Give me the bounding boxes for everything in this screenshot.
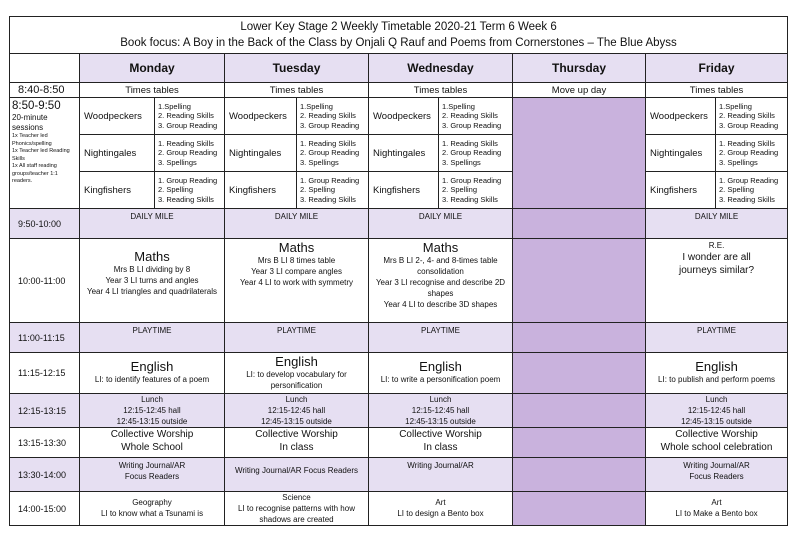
title-row — [10, 17, 788, 54]
lesson-detail: Year 4 LI triangles and quadrilaterals — [86, 287, 217, 296]
row-afternoon — [10, 492, 788, 526]
day-friday: Friday — [646, 54, 788, 83]
group-woodpeckers: Woodpeckers — [369, 98, 439, 135]
tue-lunch: Lunch 12:15-12:45 hall 12:45-13:15 outside — [225, 394, 369, 428]
tue-maths — [225, 239, 369, 323]
lesson-title: Maths — [134, 249, 170, 264]
day-thursday: Thursday — [513, 54, 646, 83]
day-header-row — [10, 54, 788, 83]
lesson-detail: LI: to write a personification poem — [380, 375, 501, 384]
group-kingfishers: Kingfishers — [369, 172, 439, 209]
row-writing-journal — [10, 458, 788, 492]
reading-session-label — [10, 98, 80, 209]
mon-english — [80, 353, 225, 394]
fri-playtime: PLAYTIME — [646, 323, 788, 353]
thursday-block — [513, 394, 646, 428]
lesson-detail: LI: to publish and perform poems — [658, 375, 775, 384]
session-note: 1x All staff reading groups/teacher 1:1 readers. — [12, 163, 58, 184]
lesson-detail: LI: to develop vocabulary for personification — [246, 370, 347, 390]
row-playtime — [10, 323, 788, 353]
thursday-block — [513, 209, 646, 239]
mon-geography: Geography LI to know what a Tsunami is — [80, 492, 225, 526]
thursday-block — [513, 98, 646, 209]
lesson-detail: Year 3 LI compare angles — [251, 267, 342, 276]
group-nightingales: Nightingales — [646, 135, 716, 172]
tue-times-tables: Times tables — [225, 83, 369, 98]
wed-art: Art LI to design a Bento box — [369, 492, 513, 526]
fri-art: Art LI to Make a Bento box — [646, 492, 788, 526]
tue-worship: Collective Worship In class — [225, 428, 369, 458]
woodpeckers-steps: 1.Spelling 2. Reading Skills 3. Group Reading — [155, 98, 225, 135]
lesson-detail: Year 4 LI to work with symmetry — [239, 278, 354, 287]
tue-science: Science LI to recognise patterns with how shadows are created — [225, 492, 369, 526]
thursday-block — [513, 323, 646, 353]
mon-journal: Writing Journal/AR Focus Readers — [80, 458, 225, 492]
fri-daily-mile: DAILY MILE — [646, 209, 788, 239]
kingfishers-steps: 1. Group Reading 2. Spelling 3. Reading Skills — [297, 172, 369, 209]
mon-maths — [80, 239, 225, 323]
time-label: 8:40-8:50 — [10, 83, 80, 98]
lesson-title: R.E. — [708, 241, 725, 250]
tue-journal: Writing Journal/AR Focus Readers — [225, 458, 369, 492]
lesson-title: English — [419, 359, 462, 374]
row-times-tables — [10, 83, 788, 98]
time-label: 13:15-13:30 — [10, 428, 80, 458]
group-woodpeckers: Woodpeckers — [80, 98, 155, 135]
fri-english — [646, 353, 788, 394]
thursday-block — [513, 428, 646, 458]
lesson-detail: LI: to identify features of a poem — [94, 375, 210, 384]
group-nightingales: Nightingales — [80, 135, 155, 172]
row-daily-mile — [10, 209, 788, 239]
time-label: 11:00-11:15 — [10, 323, 80, 353]
lesson-detail: Year 3 LI recognise and describe 2D shapes — [375, 278, 506, 298]
time-label: 13:30-14:00 — [10, 458, 80, 492]
fri-journal: Writing Journal/AR Focus Readers — [646, 458, 788, 492]
wed-maths — [369, 239, 513, 323]
kingfishers-steps: 1. Group Reading 2. Spelling 3. Reading Skills — [716, 172, 788, 209]
day-wednesday: Wednesday — [369, 54, 513, 83]
group-nightingales: Nightingales — [369, 135, 439, 172]
group-kingfishers: Kingfishers — [225, 172, 297, 209]
nightingales-steps: 1. Reading Skills 2. Group Reading 3. Spellings — [297, 135, 369, 172]
time-label: 8:50-9:50 — [12, 100, 61, 112]
lesson-detail: Year 3 LI turns and angles — [105, 276, 199, 285]
woodpeckers-steps: 1.Spelling 2. Reading Skills 3. Group Reading — [716, 98, 788, 135]
group-woodpeckers: Woodpeckers — [646, 98, 716, 135]
tue-english — [225, 353, 369, 394]
timetable — [9, 16, 787, 526]
thursday-block — [513, 239, 646, 323]
woodpeckers-steps: 1.Spelling 2. Reading Skills 3. Group Reading — [439, 98, 513, 135]
group-nightingales: Nightingales — [225, 135, 297, 172]
timetable-table — [9, 16, 788, 526]
thursday-block — [513, 492, 646, 526]
row-kingfishers — [10, 172, 788, 209]
nightingales-steps: 1. Reading Skills 2. Group Reading 3. Spellings — [716, 135, 788, 172]
time-label: 9:50-10:00 — [10, 209, 80, 239]
session-note: 1x Teacher led Reading Skills — [12, 148, 70, 162]
wed-lunch: Lunch 12:15-12:45 hall 12:45-13:15 outside — [369, 394, 513, 428]
day-monday: Monday — [80, 54, 225, 83]
wed-worship: Collective Worship In class — [369, 428, 513, 458]
lesson-detail: I wonder are all journeys similar? — [679, 252, 755, 276]
time-label: 12:15-13:15 — [10, 394, 80, 428]
lesson-title: English — [130, 359, 174, 374]
fri-re — [646, 239, 788, 323]
book-focus: Book focus: A Boy in the Back of the Class by Onjali Q Rauf and Poems from Cornerstones – The Blue Abyss — [120, 37, 677, 49]
fri-times-tables: Times tables — [646, 83, 788, 98]
fri-lunch: Lunch 12:15-12:45 hall 12:45-13:15 outside — [646, 394, 788, 428]
corner-cell — [10, 54, 80, 83]
thursday-block — [513, 458, 646, 492]
nightingales-steps: 1. Reading Skills 2. Group Reading 3. Spellings — [155, 135, 225, 172]
kingfishers-steps: 1. Group Reading 2. Spelling 3. Reading Skills — [155, 172, 225, 209]
wed-playtime: PLAYTIME — [369, 323, 513, 353]
row-worship — [10, 428, 788, 458]
day-tuesday: Tuesday — [225, 54, 369, 83]
group-woodpeckers: Woodpeckers — [225, 98, 297, 135]
timetable-title: Lower Key Stage 2 Weekly Timetable 2020-21 Term 6 Week 6 — [240, 21, 557, 33]
row-maths — [10, 239, 788, 323]
nightingales-steps: 1. Reading Skills 2. Group Reading 3. Spellings — [439, 135, 513, 172]
tue-daily-mile: DAILY MILE — [225, 209, 369, 239]
lesson-detail: Mrs B LI 2-, 4- and 8-times table consolidation — [383, 256, 498, 276]
group-kingfishers: Kingfishers — [646, 172, 716, 209]
wed-journal: Writing Journal/AR — [369, 458, 513, 492]
session-length: 20-minute sessions — [12, 113, 48, 132]
kingfishers-steps: 1. Group Reading 2. Spelling 3. Reading Skills — [439, 172, 513, 209]
fri-worship: Collective Worship Whole school celebration — [646, 428, 788, 458]
mon-times-tables: Times tables — [80, 83, 225, 98]
woodpeckers-steps: 1.Spelling 2. Reading Skills 3. Group Reading — [297, 98, 369, 135]
wed-times-tables: Times tables — [369, 83, 513, 98]
mon-lunch: Lunch 12:15-12:45 hall 12:45-13:15 outside — [80, 394, 225, 428]
row-nightingales — [10, 135, 788, 172]
lesson-detail: Mrs B LI 8 times table — [257, 256, 336, 265]
lesson-detail: Year 4 LI to describe 3D shapes — [383, 300, 498, 309]
thu-move-up-day: Move up day — [513, 83, 646, 98]
time-label: 10:00-11:00 — [10, 239, 80, 323]
mon-playtime: PLAYTIME — [80, 323, 225, 353]
row-english — [10, 353, 788, 394]
lesson-title: English — [275, 354, 318, 369]
time-label: 11:15-12:15 — [10, 353, 80, 394]
session-note: 1x Teacher led Phonics/spelling — [12, 133, 52, 147]
row-woodpeckers — [10, 98, 788, 135]
lesson-detail: Mrs B LI dividing by 8 — [113, 265, 191, 274]
thursday-block — [513, 353, 646, 394]
wed-daily-mile: DAILY MILE — [369, 209, 513, 239]
wed-english — [369, 353, 513, 394]
tue-playtime: PLAYTIME — [225, 323, 369, 353]
time-label: 14:00-15:00 — [10, 492, 80, 526]
row-lunch — [10, 394, 788, 428]
mon-daily-mile: DAILY MILE — [80, 209, 225, 239]
group-kingfishers: Kingfishers — [80, 172, 155, 209]
mon-worship: Collective Worship Whole School — [80, 428, 225, 458]
lesson-title: Maths — [278, 240, 315, 255]
lesson-title: Maths — [422, 240, 459, 255]
lesson-title: English — [695, 359, 738, 374]
